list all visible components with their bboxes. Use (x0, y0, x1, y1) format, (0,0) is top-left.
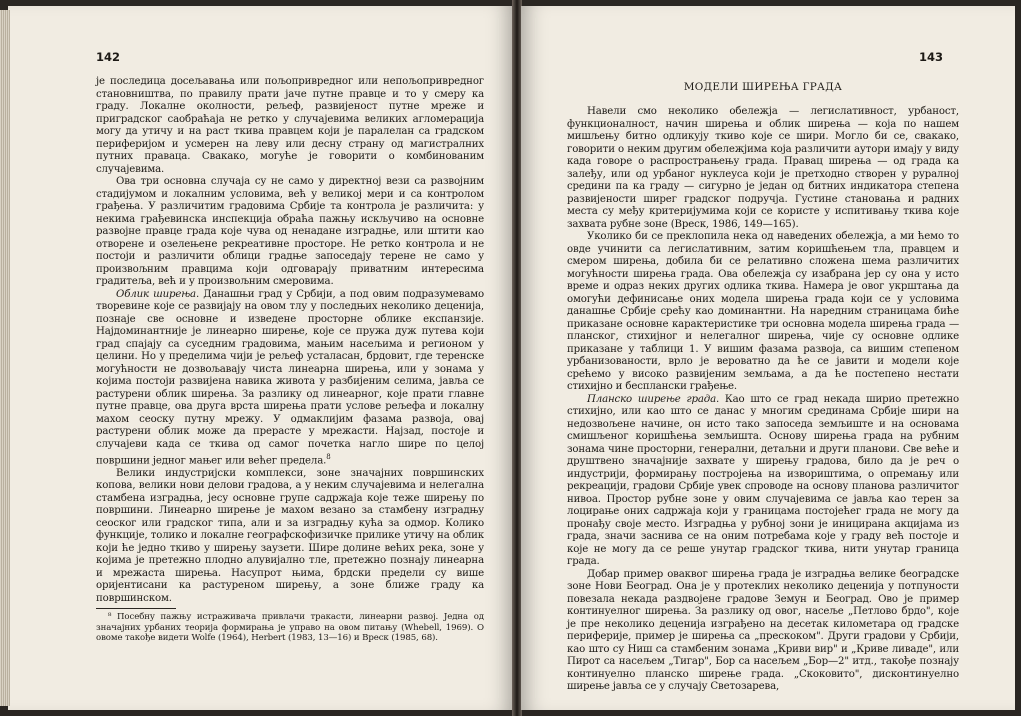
left-page (8, 6, 513, 710)
italic-run-in-heading: Планско ширење града. (587, 393, 720, 405)
paragraph: Ова три основна случаја су не само у директној вези са развојним стадијумом и локалним условима, већ у великој мери и са контролом грађења. У различитим градовима Србије та контрола је различита: у некима грађевинска инспекција обраћа пажњу искључиво на основне развојне правце града које чува од ненадане изградње, или штити као отворене и озелењене рекреативне просторе. Не ретко контрола и не постоји и различити облици градње запоседају терене не само у произвољним правцима који одговарају приватним интересима градитеља, већ и у произвољним смеровима. (96, 176, 484, 287)
paragraph: Планско ширење града. Као што се град некада ширио претежно стихијно, или као што се данас у многим срединама Србије шири на недозвољене начине, он исто тако запоседа земљиште и на основама смишљеног коришћења земљишта. Основу ширења града на рубним зонама чине просторни, генерални, детаљни и други планови. Све веће и друштвено значајније захвате у ширењу градова, било да је реч о индустрији, формирању постројења на извориштима, о опремању или рекреацији, градови Србије увек спроводе на основу планова различитог нивоа. Простор рубне зоне у овим случајевима се јавља као терен за лоцирање оних садржаја који у границама постојећег града не могу да пронађу своје место. Изградња у рубној зони је иницирана акцијама из града, значи заснива се на оним потребама које у граду већ постоје и које не могу да се реше унутар градског ткива, нити унутар граница града. (567, 393, 959, 567)
paragraph: Навели смо неколико обележја — легислативност, урбаност, функционалност, начин ширења и облик ширења — која по нашем мишљењу битно одликују ткиво које се шири. Могло би се, свакако, говорити о неким другим обележјима која различити аутори имају у виду када говоре о распрострањењу града. Правац ширења — од града ка залеђу, или од урбаног нуклеуса који је претходно створен у руралној средини па ка граду — сигурно је један од битних индикатора степена развијености ширег градског подручја. Густине становања и радних места су међу критеријумима који се користе у испитивању ткива које захвата рубне зоне (Вреск, 1986, 149—165). (567, 106, 959, 230)
paragraph: Добар пример оваквог ширења града је изградња велике београдске зоне Нови Београд. Она је у протеклих неколико деценија у потпуности повезала некада раздвојене градове Земун и Београд. Ово је пример континуелног ширења. За разлику од овог, насеље „Петлово брдо", које је пре неколико деценија изграђено на десетак километара од градске периферије, пример је ширења са „прескоком". Други градови у Србији, као што су Ниш са стамбеним зонама „Криви вир" и „Криве ливаде", или Пирот са насељем „Тигар", Бор са насељем „Бор—2" итд., такође познају континуелно планско ширење града. „Скоковито", дисконтинуелно ширење јавља се у случају Светозарева, (567, 568, 959, 692)
paragraph: Облик ширења. Данашњи град у Србији, а под овим подразумевамо творевине које се развијају на овом тлу у последњих неколико деценија, познаје све основне и изведене просторне облике експанзије. Најдоминантније је линеарно ширење, које се пружа дуж путева који град спајају са суседним градовима, мањим насељима и регионом у целини. Но у пределима чији је рељеф усталасан, брдовит, где теренске могућности не дозвољавају чиста линеарна ширења, или у зонама у којима постоји развијена навика живота у разбијеним селима, јавља се растурени облик ширења. За разлику од линеарног, које прати главне путне правце, ова друга врста ширења прати услове рељефа и локалну махом сеоску путну мрежу. У одмаклијим фазама развоја, овај растурени облик може да прерасте у мрежасти. Најзад, постоје и случајеви када се ткива од самог почетка нагло шире по целој површини једног мањег или већег предела.$^8$ (96, 288, 485, 467)
footnote-rule (96, 608, 176, 609)
page-number: 143 (918, 50, 943, 64)
footnote: ⁸ Посебну пажњу истраживача привлачи тракасти, линеарни развој. Једна од значајних урбаних теорија формирања је управо на овом питању (Whebell, 1969). О овоме такође видети Wolfe (1964), Herbert (1983, 13—16) и Вреск (1985, 68). (96, 612, 484, 644)
paragraph: Велики индустријски комплекси, зоне значајних површинских копова, велики нови делови градова, а у неким случајевима и нелегална стамбена изградња, јесу основне групе садржаја које теже ширењу по површини. Линеарно ширење је махом везано за стамбену изградњу сеоског или градског типа, али и за изградњу кућа за одмор. Колико функције, толико и локалне географскофизичке прилике утичу на облик који ће једно ткиво у ширењу заузети. Шире долине већих река, зоне у којима је претежно плодно алувијално тле, претежно познају линеарна и мрежаста ширења. Насупрот њима, брдски предели су више оријентисани ка растуреном ширењу, а зоне ближе граду ка површинском. (96, 467, 484, 604)
running-heading: МОДЕЛИ ШИРЕЊА ГРАДА (683, 81, 843, 93)
italic-run-in-heading: Облик ширења. (116, 288, 200, 300)
page-number: 142 (96, 50, 121, 64)
page-edges (0, 10, 10, 706)
paragraph: је последица досељавања или пољопривредног или непољопривредног становништва, по правилу прати јаче путне правце и то у смеру ка граду. Локалне околности, рељеф, развијеност путне мреже и приградског саобраћаја не ретко у случајевима великих агломерација могу да утичу и на раст ткива правцем који је паралелан са градском периферијом и усмерен на леву или десну страну од магистралних путних праваца. Свакако, могуће је говорити о комбинованим случајевима. (96, 76, 484, 175)
footnote-marker: 8 (326, 453, 331, 461)
right-page (521, 6, 1015, 710)
left-page-body (96, 76, 484, 605)
paragraph: Уколико би се преклопила нека од наведених обележја, а ми ћемо то овде учинити са легислативним, затим коришћењем тла, правцем и смером ширења, добила би се релативно сложена шема различитих могућности ширења града. Ова обележја су изабрана јер су она у исто време и одраз неких других одлика ткива. Намера је овог укрштања да омогући дефинисање оних модела ширења града који се у условима данашње Србије срећу као доминантни. На наредним страницама биће приказане основне карактеристике три основна модела ширења града — планског, стихијног и нелегалног ширења, чије су основне одлике приказане у таблици 1. У вишим фазама развоја, са вишим степеном урбанизованости, врло је вероватно да ће се јавити и модели које срећемо у високо развијеним земљама, а да ће постепено нестати стихијно и бесплански грађење. (567, 231, 959, 392)
right-page-body (567, 106, 959, 694)
